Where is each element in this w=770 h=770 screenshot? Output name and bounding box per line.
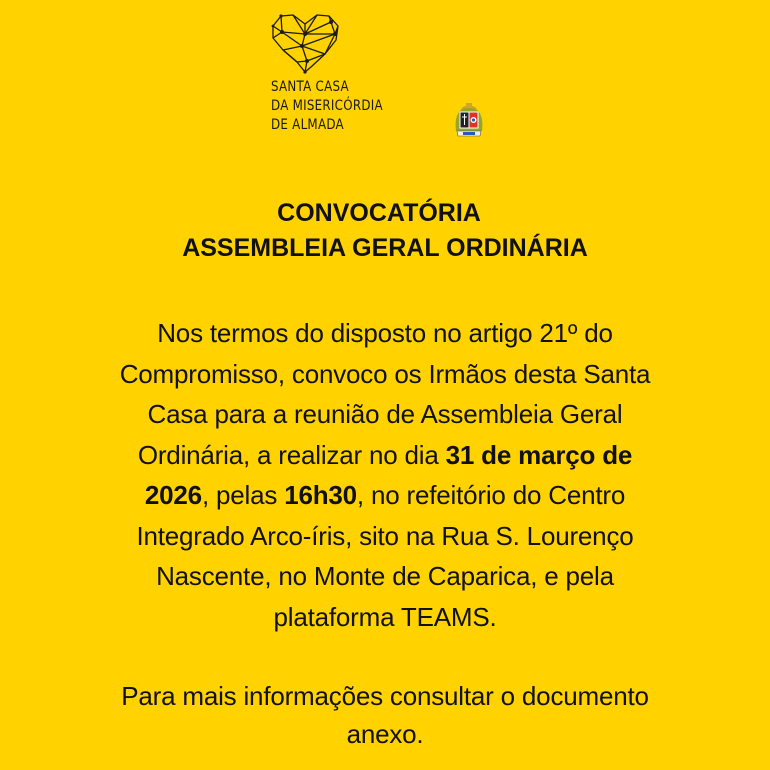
title-assembleia: ASSEMBLEIA GERAL ORDINÁRIA (182, 234, 588, 262)
body-line: Nascente, no Monte de Caparica, e pela (156, 561, 614, 591)
coat-of-arms-icon (452, 101, 486, 139)
organization-name (271, 78, 383, 135)
body-line-time (70, 475, 700, 516)
meeting-date: 31 de março de (445, 439, 633, 470)
meeting-time: 16h30 (284, 480, 357, 510)
announcement-body (70, 313, 700, 637)
title-convocatoria: CONVOCATÓRIA (277, 199, 481, 227)
body-line: Compromisso, convoco os Irmãos desta Santa (119, 358, 651, 389)
org-name-line-1: SANTA CASA (271, 79, 349, 95)
body-text-fragment: , pelas (201, 480, 285, 510)
geometric-heart-icon (269, 12, 341, 74)
org-name-line-3: DE ALMADA (271, 117, 344, 133)
body-line: Integrado Arco-íris, sito na Rua S. Lourenço (136, 520, 634, 551)
footer-line-2: anexo. (346, 719, 424, 749)
body-line: Nos termos do disposto no artigo 21º do (157, 318, 613, 348)
body-text-fragment: , no refeitório do Centro (356, 480, 626, 510)
meeting-year: 2026 (144, 480, 202, 510)
body-line-date (70, 435, 700, 476)
org-name-line-2: DA MISERICÓRDIA (271, 98, 383, 114)
footer-line-1: Para mais informações consultar o documento (121, 681, 649, 711)
body-text-fragment: Ordinária, a realizar no dia (137, 439, 446, 470)
more-info-note (60, 677, 710, 753)
body-line: plataforma TEAMS. (273, 601, 497, 632)
page-title (0, 196, 770, 266)
body-line: Casa para a reunião de Assembleia Geral (147, 399, 623, 429)
